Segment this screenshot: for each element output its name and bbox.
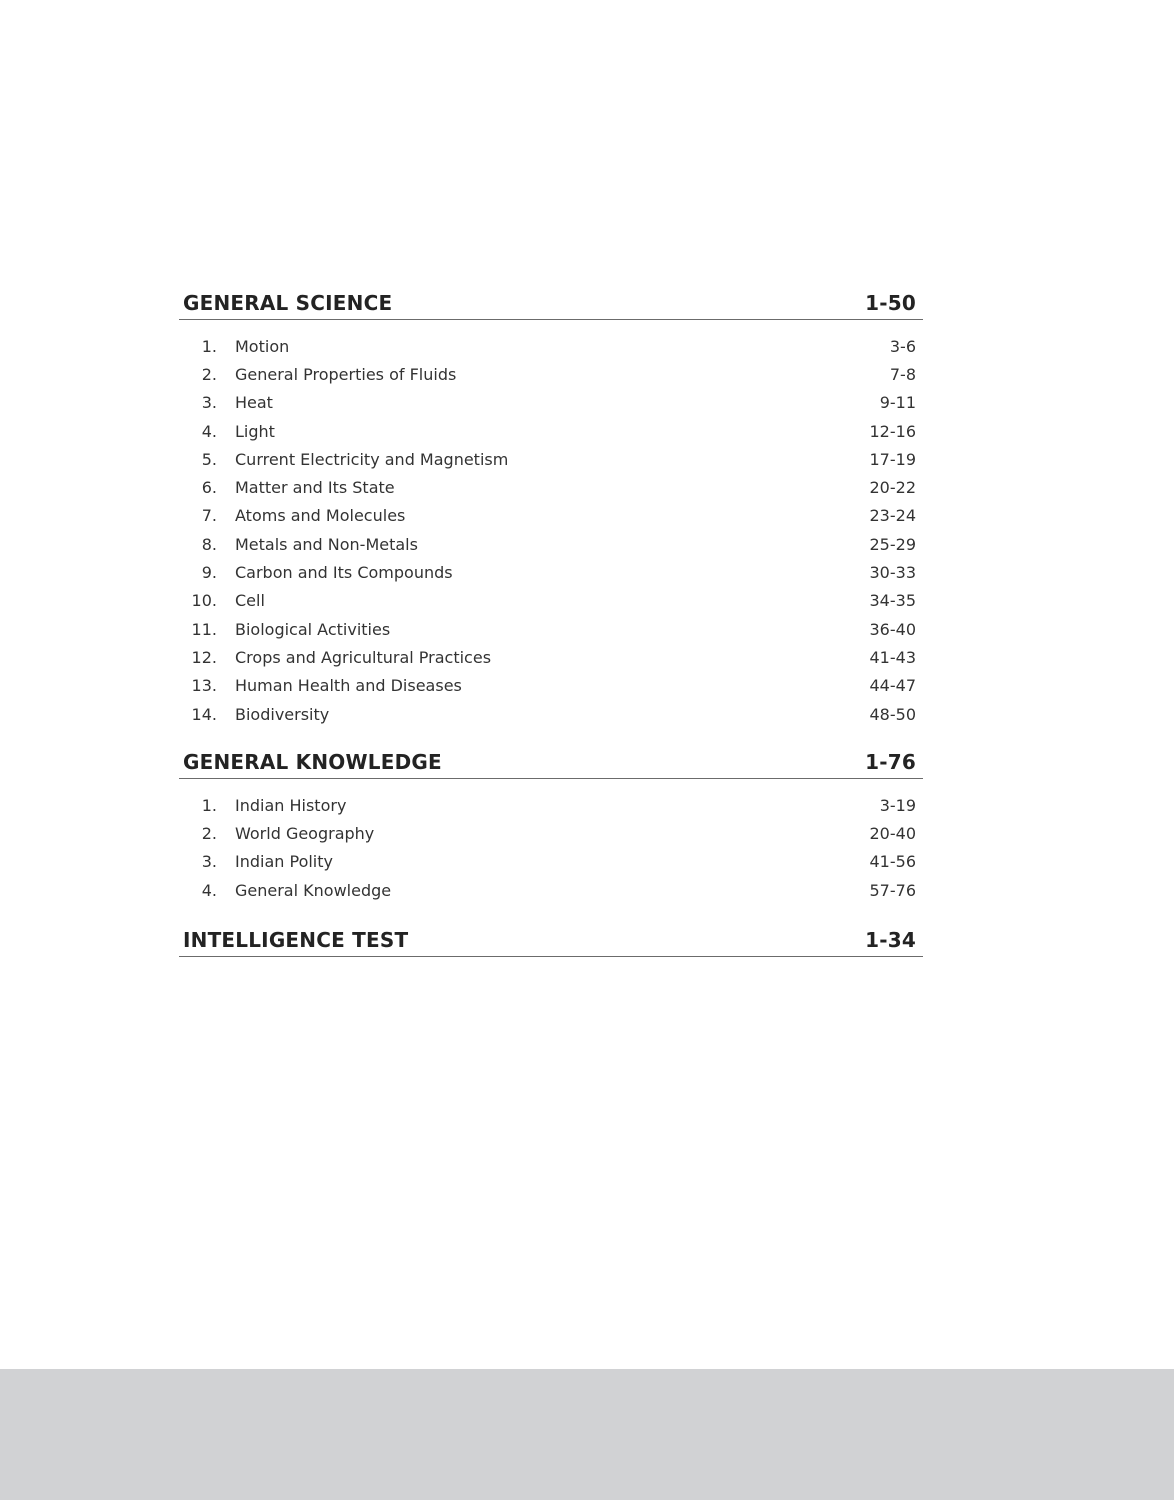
entry-number: 3. [201,393,217,413]
entry-title: Indian Polity [235,852,333,872]
entry-title: Current Electricity and Magnetism [235,449,509,469]
entry-number: 2. [201,824,217,844]
entry-list [179,320,923,743]
entry-pages: 30-33 [869,563,916,583]
entry-title: Motion [235,336,290,356]
toc-entry [179,473,923,501]
entry-title: World Geography [235,824,375,844]
entry-title: General Properties of Fluids [235,364,457,384]
section-header [179,743,923,779]
entry-pages: 34-35 [869,591,916,611]
section-header [179,284,923,320]
toc-entry [179,389,923,417]
entry-pages: 3-6 [889,336,916,356]
entry-number: 9. [201,563,217,583]
entry-pages: 41-43 [869,647,916,667]
entry-title: Metals and Non-Metals [235,534,418,554]
entry-pages: 3-19 [879,795,916,815]
entry-number: 1. [201,795,217,815]
entry-number: 5. [201,449,217,469]
entry-title: Indian History [235,795,347,815]
entry-number: 14. [191,704,217,724]
toc-entry [179,530,923,558]
toc-entry [179,876,923,904]
entry-title: Light [235,421,275,441]
entry-pages: 12-16 [869,421,916,441]
toc-entry [179,791,923,819]
entry-pages: 41-56 [869,852,916,872]
entry-title: Biodiversity [235,704,330,724]
toc-entry [179,502,923,530]
toc-entry [179,819,923,847]
section-general-science [179,284,923,743]
section-general-knowledge [179,743,923,921]
entry-number: 4. [201,421,217,441]
entry-title: Matter and Its State [235,478,395,498]
entry-pages: 7-8 [889,364,916,384]
entry-title: Human Health and Diseases [235,676,462,696]
section-title: GENERAL KNOWLEDGE [183,750,442,775]
entry-pages: 9-11 [879,393,916,413]
entry-title: Heat [235,393,273,413]
entry-pages: 20-40 [869,824,916,844]
section-page-range: 1-34 [865,928,916,953]
entry-title: Cell [235,591,265,611]
entry-title: Biological Activities [235,619,391,639]
toc-entry [179,700,923,728]
entry-title: Crops and Agricultural Practices [235,647,492,667]
entry-pages: 23-24 [869,506,916,526]
toc-entry [179,587,923,615]
section-title: INTELLIGENCE TEST [183,928,409,953]
entry-number: 13. [191,676,217,696]
entry-pages: 48-50 [869,704,916,724]
toc-entry [179,643,923,671]
toc-entry [179,672,923,700]
toc-entry [179,615,923,643]
entry-number: 11. [191,619,217,639]
entry-number: 1. [201,336,217,356]
section-page-range: 1-76 [865,750,916,775]
table-of-contents [179,284,923,957]
entry-title: Carbon and Its Compounds [235,563,453,583]
toc-entry [179,360,923,388]
entry-pages: 20-22 [869,478,916,498]
section-page-range: 1-50 [865,291,916,315]
toc-entry [179,417,923,445]
entry-pages: 44-47 [869,676,916,696]
entry-pages: 25-29 [869,534,916,554]
entry-pages: 17-19 [869,449,916,469]
entry-title: General Knowledge [235,880,392,900]
section-title: GENERAL SCIENCE [183,291,393,315]
entry-number: 12. [191,647,217,667]
toc-entry [179,445,923,473]
entry-list [179,779,923,921]
entry-number: 2. [201,364,217,384]
toc-entry [179,848,923,876]
entry-number: 8. [201,534,217,554]
section-intelligence-test [179,921,923,957]
entry-pages: 57-76 [869,880,916,900]
toc-entry [179,558,923,586]
entry-pages: 36-40 [869,619,916,639]
entry-number: 4. [201,880,217,900]
entry-title: Atoms and Molecules [235,506,406,526]
entry-number: 7. [201,506,217,526]
entry-number: 3. [201,852,217,872]
section-header [179,921,923,957]
footer-band [0,1369,1174,1500]
toc-entry [179,332,923,360]
entry-number: 6. [201,478,217,498]
entry-number: 10. [191,591,217,611]
